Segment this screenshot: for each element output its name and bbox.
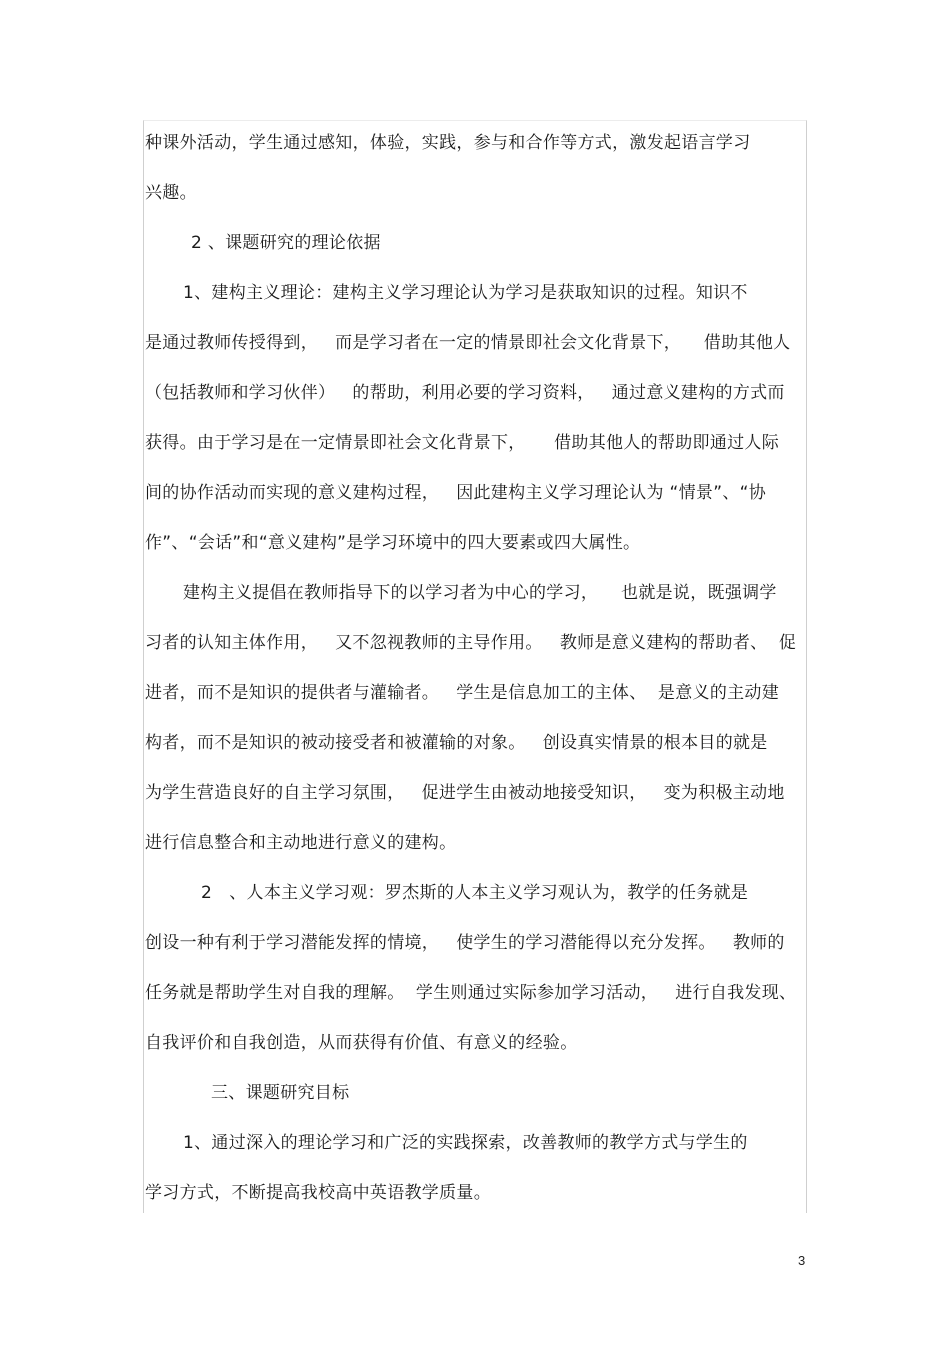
text-line: 获得。由于学习是在一定情景即社会文化背景下， 借助其他人的帮助即通过人际 — [145, 433, 780, 453]
text-line: 2 、人本主义学习观：罗杰斯的人本主义学习观认为，教学的任务就是 — [201, 883, 749, 903]
text-line: 间的协作活动而实现的意义建构过程， 因此建构主义学习理论认为 “情景”、“协 — [145, 483, 767, 503]
text-line: 自我评价和自我创造，从而获得有价值、有意义的经验。 — [145, 1033, 578, 1053]
text-line: 为学生营造良好的自主学习氛围， 促进学生由被动地接受知识， 变为积极主动地 — [145, 783, 785, 803]
text-line: 1、建构主义理论：建构主义学习理论认为学习是获取知识的过程。知识不 — [183, 283, 748, 303]
text-line: 构者，而不是知识的被动接受者和被灌输的对象。 创设真实情景的根本目的就是 — [145, 733, 768, 753]
text-line: 习者的认知主体作用， 又不忽视教师的主导作用。 教师是意义建构的帮助者、 促 — [145, 633, 797, 653]
text-line: 创设一种有利于学习潜能发挥的情境， 使学生的学习潜能得以充分发挥。 教师的 — [145, 933, 785, 953]
section-heading: 三、课题研究目标 — [211, 1083, 350, 1103]
text-line: （包括教师和学习伙伴） 的帮助，利用必要的学习资料， 通过意义建构的方式而 — [145, 383, 785, 403]
text-line: 是通过教师传授得到， 而是学习者在一定的情景即社会文化背景下， 借助其他人 — [145, 333, 791, 353]
text-line: 任务就是帮助学生对自我的理解。 学生则通过实际参加学习活动， 进行自我发现、 — [145, 983, 797, 1003]
text-line: 作”、“会话”和“意义建构”是学习环境中的四大要素或四大属性。 — [145, 533, 641, 553]
text-line: 建构主义提倡在教师指导下的以学习者为中心的学习， 也就是说，既强调学 — [183, 583, 777, 603]
section-heading: 2 、课题研究的理论依据 — [191, 233, 381, 253]
text-line: 进行信息整合和主动地进行意义的建构。 — [145, 833, 457, 853]
text-line: 兴趣。 — [145, 183, 197, 203]
text-line: 学习方式，不断提高我校高中英语教学质量。 — [145, 1183, 491, 1203]
text-line: 进者，而不是知识的提供者与灌输者。 学生是信息加工的主体、 是意义的主动建 — [145, 683, 780, 703]
text-line: 1、通过深入的理论学习和广泛的实践探索，改善教师的教学方式与学生的 — [183, 1133, 748, 1153]
page-number: 3 — [798, 1253, 806, 1268]
text-line: 种课外活动，学生通过感知，体验，实践，参与和合作等方式，激发起语言学习 — [145, 133, 751, 153]
